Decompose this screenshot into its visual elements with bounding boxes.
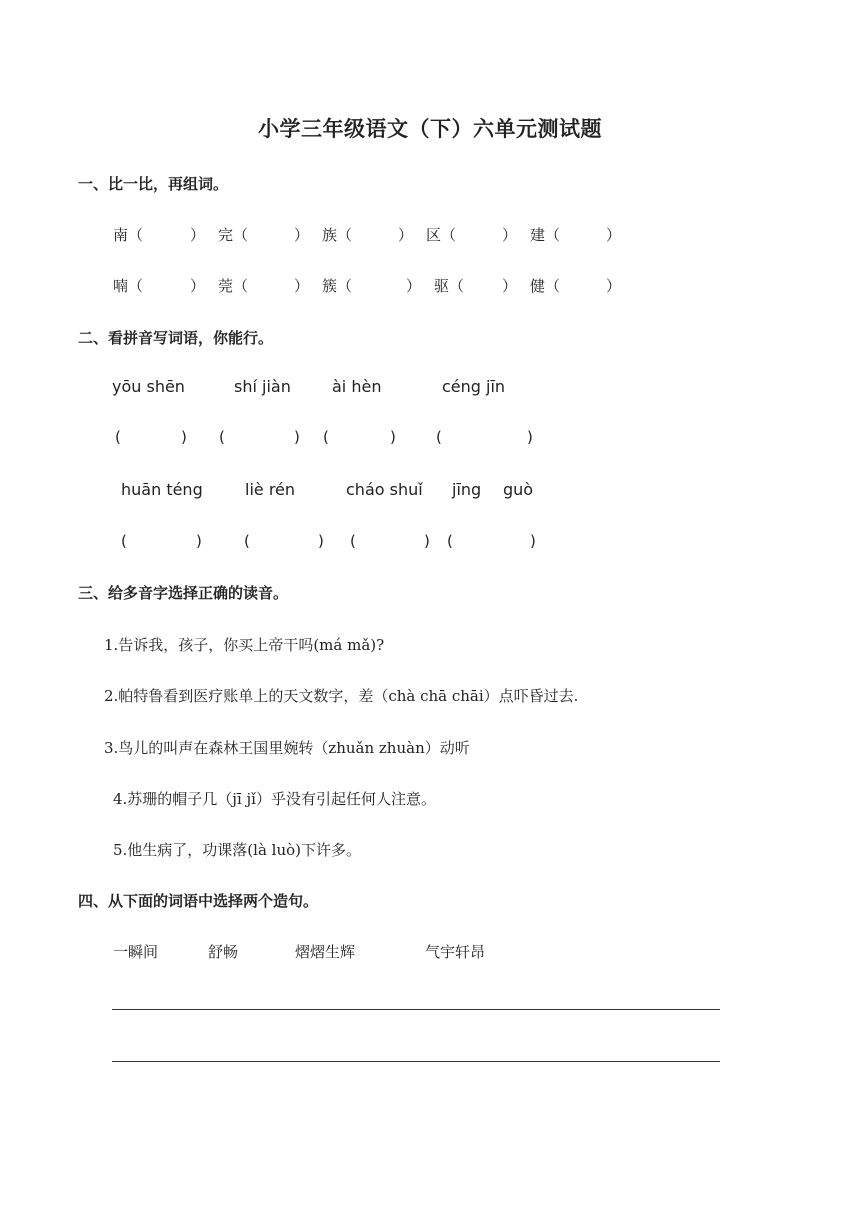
- word-blank-close: ）: [294, 226, 310, 244]
- blank-open-paren: (: [121, 532, 127, 550]
- pinyin-word: cháo shuǐ: [346, 480, 423, 499]
- section-3-heading: 三、给多音字选择正确的读音。: [78, 584, 289, 602]
- pinyin-word: guò: [503, 480, 534, 499]
- word-blank: 健（: [530, 277, 561, 295]
- question-item: 4.苏珊的帽子几（jī jǐ）乎没有引起任何人注意。: [113, 790, 436, 808]
- blank-close-paren: ): [318, 532, 324, 550]
- word-blank: 南（: [113, 226, 144, 244]
- word-blank-close: ）: [294, 277, 310, 295]
- section-4-heading: 四、从下面的词语中选择两个造句。: [78, 892, 319, 910]
- word-choice: 舒畅: [208, 943, 239, 961]
- pinyin-word: liè rén: [245, 480, 296, 499]
- blank-close-paren: ): [527, 428, 533, 446]
- sentence-answer-line[interactable]: [112, 1061, 720, 1062]
- word-blank: 建（: [530, 226, 561, 244]
- word-blank-close: ）: [502, 226, 518, 244]
- word-blank-close: ）: [398, 226, 414, 244]
- blank-open-paren: (: [323, 428, 329, 446]
- word-choice: 熠熠生辉: [295, 943, 356, 961]
- blank-close-paren: ): [530, 532, 536, 550]
- blank-close-paren: ): [390, 428, 396, 446]
- blank-open-paren: (: [219, 428, 225, 446]
- pinyin-word: yōu shēn: [112, 377, 185, 396]
- word-blank: 簇（: [322, 277, 353, 295]
- blank-open-paren: (: [436, 428, 442, 446]
- word-blank-close: ）: [606, 277, 622, 295]
- word-blank: 完（: [218, 226, 249, 244]
- word-blank: 驱（: [434, 277, 465, 295]
- page-title: 小学三年级语文（下）六单元测试题: [258, 117, 602, 141]
- question-item: 1.告诉我，孩子，你买上帝干吗(má mǎ)?: [104, 636, 385, 654]
- word-blank-close: ）: [190, 277, 206, 295]
- blank-close-paren: ): [424, 532, 430, 550]
- pinyin-word: ài hèn: [332, 377, 382, 396]
- word-choice: 一瞬间: [113, 943, 159, 961]
- question-item: 3.鸟儿的叫声在森林王国里婉转（zhuǎn zhuàn）动听: [104, 739, 470, 757]
- word-blank: 喃（: [113, 277, 144, 295]
- pinyin-word: shí jiàn: [234, 377, 291, 396]
- sentence-answer-line[interactable]: [112, 1009, 720, 1010]
- pinyin-word: jīng: [452, 480, 482, 499]
- blank-close-paren: ): [294, 428, 300, 446]
- blank-open-paren: (: [447, 532, 453, 550]
- word-choice: 气宇轩昂: [425, 943, 486, 961]
- pinyin-word: céng jīn: [442, 377, 506, 396]
- word-blank: 区（: [426, 226, 457, 244]
- blank-open-paren: (: [244, 532, 250, 550]
- question-item: 2.帕特鲁看到医疗账单上的天文数字，差（chà chā chāi）点吓昏过去.: [104, 687, 579, 705]
- word-blank: 莞（: [218, 277, 249, 295]
- question-item: 5.他生病了，功课落(là luò)下许多。: [113, 841, 362, 859]
- blank-open-paren: (: [115, 428, 121, 446]
- word-blank-close: ）: [502, 277, 518, 295]
- word-blank: 族（: [322, 226, 353, 244]
- word-blank-close: ）: [190, 226, 206, 244]
- word-blank-close: ）: [406, 277, 422, 295]
- pinyin-word: huān téng: [121, 480, 203, 499]
- blank-open-paren: (: [350, 532, 356, 550]
- word-blank-close: ）: [606, 226, 622, 244]
- blank-close-paren: ): [181, 428, 187, 446]
- blank-close-paren: ): [196, 532, 202, 550]
- section-2-heading: 二、看拼音写词语，你能行。: [78, 329, 274, 347]
- section-1-heading: 一、比一比，再组词。: [78, 175, 229, 193]
